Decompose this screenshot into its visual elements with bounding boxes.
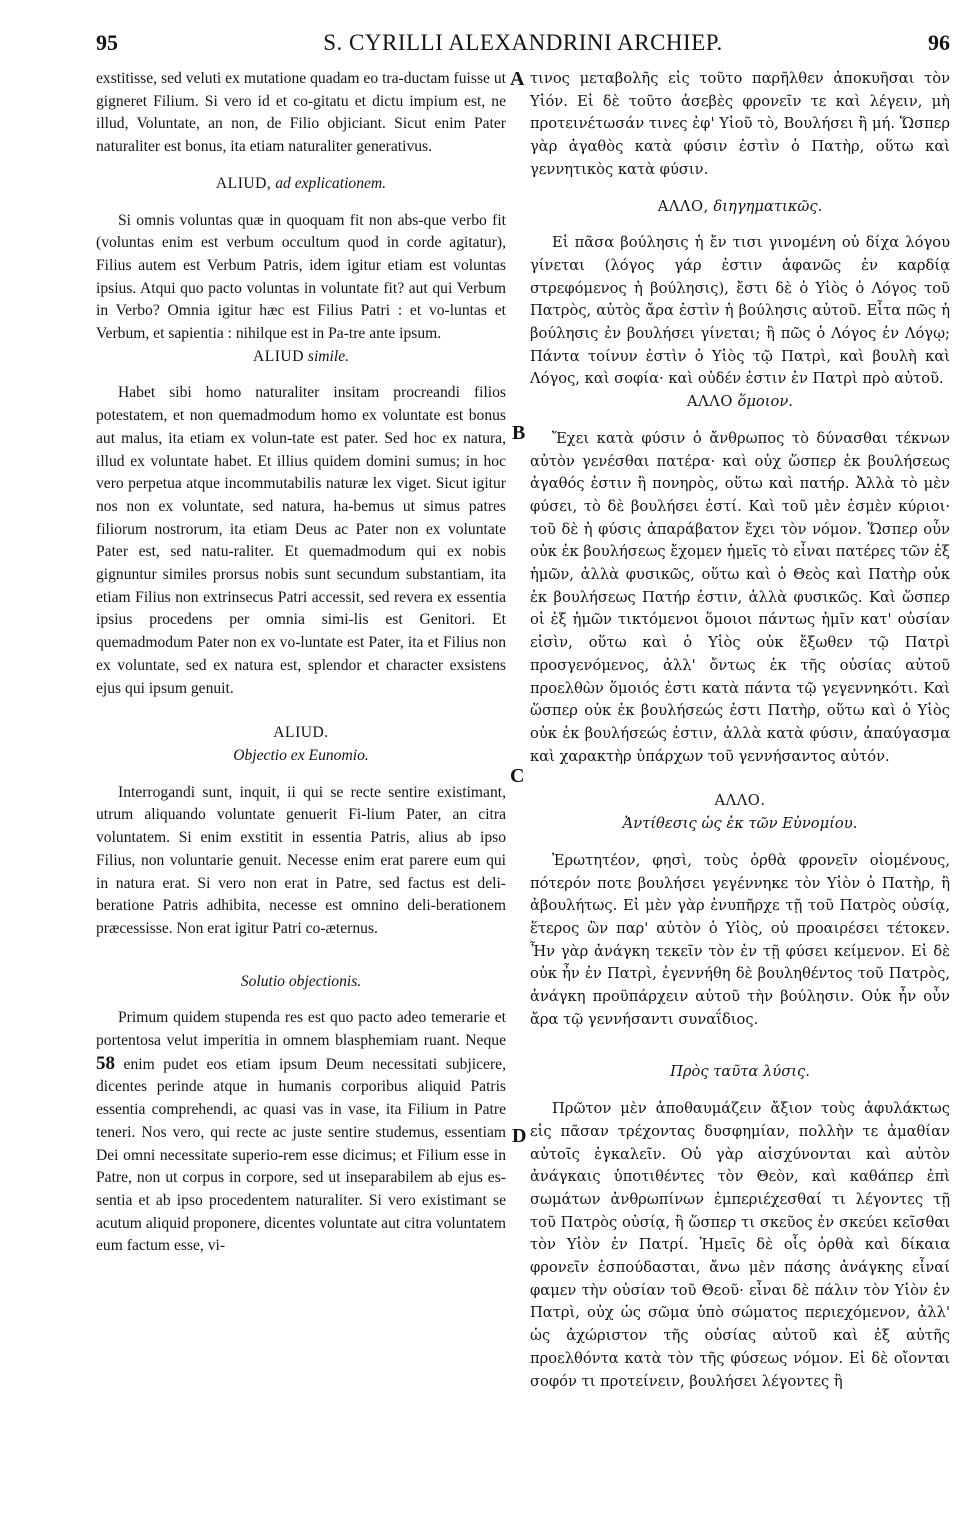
margin-letter-d: D xyxy=(512,1125,527,1147)
latin-paragraph: exstitisse, sed veluti ex mutatione quadam eo tra-ductam fuisse ut gigneret Filium. Si vero id et co-gitatu et dictu impium est, ne illud, Voluntate, an non, de Filio objiciant. Sicut enim Pater naturaliter est bonus, ita etiam naturaliter generativus. xyxy=(96,70,506,156)
section-heading xyxy=(96,971,506,994)
heading-caps: ALIUD, xyxy=(215,174,272,192)
latin-paragraph: Si omnis voluntas quæ in quoquam fit non abs-que verbo fit (voluntas enim est verbum occultum quod in corde agitatur), Filius autem est Verbum Patris, idem igitur etiam est voluntas ipsius. Atqui quo pacto voluntas in voluntate fit? aut qui Verbum in Verbo? Omnia igitur hæc est Filius Patri : et vo-luntas et Verbum, et sapientia : nihilque est in Pa-tre ante ipsum. xyxy=(96,211,506,343)
heading-italic: Πρὸς ταῦτα λύσις. xyxy=(670,1063,810,1081)
section-heading xyxy=(96,173,506,196)
heading-italic: simile. xyxy=(307,347,350,365)
latin-paragraph: Interrogandi sunt, inquit, ii qui se recte sentire existimant, utrum aliquando voluntate genuerit Fi-lium Pater, an citra voluntatem. Si enim exstitit in essentia Patris, alius ab ipso Filius, non voluntarie genuit. Necesse enim erat parere eum qui in natura erat. Si vero non erat in Patre, sed factus est deli-beratione Patris adhibita, necesse est omnino deli-berationem præcessisse. Non erat igitur Patri co-æternus. xyxy=(96,783,506,937)
greek-paragraph: Εἰ πᾶσα βούλησις ἡ ἔν τισι γινομένη οὐ δίχα λόγου γίνεται (λόγος γάρ ἐστιν ἀφανῶς ἐν καρδίᾳ στρεφόμενος ἡ βούλησις), ἔστι δὲ ὁ Υἱὸς ὁ Λόγος τοῦ Πατρὸς, αὐτὸς ἄρα ἐστὶν ἡ βούλησις αὐτοῦ. Εἶτα πῶς ἡ βούλησις ἐν βουλήσει γίνεται; ἢ πῶς ὁ Λόγος ἐν Λόγῳ; Πάντα τοίνυν ἐστὶν ὁ Υἱὸς τῷ Πατρὶ, καὶ βουλὴ καὶ Λόγος, καὶ σοφία· καὶ οὐδέν ἐστιν ἐν Πατρὶ πρὸ αὐτοῦ. xyxy=(530,234,950,388)
section-heading xyxy=(530,1061,950,1084)
margin-letter-a: A xyxy=(510,68,525,90)
greek-paragraph: Πρῶτον μὲν ἀποθαυμάζειν ἄξιον τοὺς ἀφυλάκτως εἰς πᾶσαν τρέχοντας δυσφημίαν, πολλὴν τε ἀμαθίαν αὐτοῖς ἐγκαλεῖν. Οὐ γὰρ αἰσχύνονται καὶ αὐτὸν ἀνάγκαις ὑποτιθέντες τὸν Θεὸν, καὶ καθάπερ ἐπὶ σωμάτων ἀνθρωπίνων ἐμπεριέχεσθαί τι λέγοντες τῇ τοῦ Πατρὸς οὐσίᾳ, ἢ ὥσπερ τι σκεῦος ἐν σκεύει κεῖσθαι τὸν Υἱὸν ἐν Πατρί. Ἡμεῖς δὲ οἷς ὀρθὰ καὶ δίκαια φρονεῖν ἐσπούδασται, ἄνω μὲν πάσης ἀνάγκης εἶναί φαμεν τὴν οὐσίαν τοῦ Θεοῦ· εἶναι δὲ πάλιν τὸν Υἱὸν ἐν Πατρὶ, οὐχ ὡς σῶμα ὑπὸ σώματος περιεχόμενον, ἀλλ' ὡς ἀχώριστον τῆς οὐσίας αὐτοῦ καὶ ἐξ αὐτῆς προελθόντα κατὰ τὸν τῆς φύσεως νόμον. Εἰ δὲ οἴονται σοφόν τι προτείνειν, βουλήσει λέγοντες ἢ xyxy=(530,1100,950,1390)
heading-caps: ΑΛΛΟ xyxy=(687,393,733,411)
heading-italic: Solutio objectionis. xyxy=(240,972,362,990)
latin-paragraph xyxy=(96,1007,506,1258)
heading-italic: Ἀντίθεσις ὡς ἐκ τῶν Εὐνομίου. xyxy=(622,815,858,833)
section-heading xyxy=(530,790,950,835)
text-run: enim pudet eos etiam ipsum Deum necessitati subjicere, dicentes perinde atque in humanis corporibus aliquid Patris essentia comprehendi, ac quasi vas in vase, ita Filium in Patre teneri. Nos vero, qui recte ac juste sentire studemus, essentiam Dei omni necessitate superio-rem esse dicimus; et Filium esse in Patre, non ut corpus in corpore, sed ut inseparabilem ab ejus es-sentia et ab ipso procedentem naturaliter. Si vero existimant se acutum aliquid proponere, dicentes voluntate aut citra voluntatem eum factum esse, vi- xyxy=(96,1055,506,1255)
page-number-right: 96 xyxy=(928,30,950,55)
greek-paragraph: τινος μεταβολῆς εἰς τοῦτο παρῆλθεν ἀποκυῆσαι τὸν Υἱόν. Εἰ δὲ τοῦτο ἀσεβὲς φρονεῖν τε καὶ λέγειν, μὴ προτεινέτωσάν τινες ἐφ' Υἱοῦ τὸ, Βουλήσει ἢ μή. Ὥσπερ γὰρ ἀγαθὸς κατὰ φύσιν ἐστὶν ὁ Πατὴρ, οὕτω καὶ γεννητικὸς κατὰ φύσιν. xyxy=(530,70,950,178)
heading-italic: ad explicationem. xyxy=(275,174,387,192)
section-heading xyxy=(530,196,950,219)
running-title: S. CYRILLI ALEXANDRINI ARCHIEP. xyxy=(323,30,723,55)
heading-caps: ΑΛΛΟ. xyxy=(714,792,766,810)
heading-caps: ALIUD. xyxy=(273,724,329,742)
margin-letter-b: B xyxy=(512,422,526,444)
section-heading xyxy=(96,722,506,767)
heading-caps: ΑΛΛΟ, xyxy=(657,197,709,215)
heading-italic: διηγηματικῶς. xyxy=(713,197,823,215)
latin-paragraph: Habet sibi homo naturaliter insitam procreandi filios potestatem, et non quemadmodum homo ex voluntate est bonus aut malus, ita etiam ex volun-tate est pater. Sed hoc ex natura, illud ex voluntate habet. Et illius quidem domini sumus; in hoc vero perpetua atque incommutabilis naturæ lex viget. Sicut igitur nos non ex voluntate, sed natura, ha-bemus ut simus patres filiorum nostrorum, ita etiam Deus ac Pater non ex voluntate Pater est, sed natu-raliter. Et quemadmodum qui ex nobis gignuntur similes prorsus nobis sunt secundum substantiam, ita etiam Filius non extrinsecus Patri accessit, sed revera ex essentia ipsius procedens per omnia simi-lis est Genitori. Et quemadmodum Pater non ex vo-luntate est Pater, ita et Filius non ex voluntate, sed ex natura est, splendor et character exsistens ejus qui ipsum genuit. xyxy=(96,384,506,697)
text-run: Primum quidem stupenda res est quo pacto adeo temerarie et portentosa velut imperitia in omnem blasphemiam ruant. Neque xyxy=(96,1009,506,1050)
greek-paragraph: Ἔχει κατὰ φύσιν ὁ ἄνθρωπος τὸ δύνασθαι τέκνων αὐτὸν γενέσθαι πατέρα· καὶ οὐχ ὥσπερ ἐκ βουλήσεως ἀγαθός ἐστιν ἢ πονηρὸς, οὕτω καὶ πατήρ. Ἀλλὰ τὸ μὲν φύσει, τὸ δὲ βουλήσει ἐστί. Καὶ τοῦ μὲν ἐσμὲν κύριοι· τοῦ δὲ ἡ φύσις ἀπαράβατον ἔχει τὸν νόμον. Ὥσπερ οὖν οὐκ ἐκ βουλήσεως ἔχομεν ἡμεῖς τὸ εἶναι πατέρες τῶν ἐξ ἡμῶν, ἀλλὰ φυσικῶς, οὕτω καὶ ὁ Θεὸς καὶ Πατὴρ οὐκ ἐκ βουλήσεως Πατήρ ἐστιν, ἀλλὰ φυσικῶς. Καὶ ὥσπερ οἱ ἐξ ἡμῶν τικτόμενοι ὅμοιοι πάντως ἡμῖν κατ' οὐσίαν εἰσὶν, οὕτω καὶ ὁ Υἱὸς οὐκ ἔξωθεν τῷ Πατρὶ προσγενόμενος, ἀλλ' ὄντως ἐκ τῆς οὐσίας αὐτοῦ προελθὼν ὅμοιός ἐστι κατὰ πάντα τῷ γεγεννηκότι. Καὶ ὥσπερ οὐκ ἐκ βουλήσεώς ἐστι Πατὴρ, οὕτω καὶ ὁ Υἱὸς οὐκ ἐκ βουλήσεώς ἐστιν, ἀλλὰ κατὰ φύσιν, ἀπαύγασμα καὶ χαρακτὴρ ὑπάρχων τοῦ γεννήσαντος αὐτόν. xyxy=(530,429,950,765)
heading-italic: Objectio ex Eunomio. xyxy=(233,746,369,764)
section-heading xyxy=(96,346,506,369)
greek-column xyxy=(530,68,950,1393)
heading-caps: ALIUD xyxy=(252,347,304,365)
heading-italic: ὅμοιον. xyxy=(737,393,793,411)
margin-letter-c: C xyxy=(510,765,525,787)
page-number-left: 95 xyxy=(96,30,118,55)
greek-paragraph: Ἐρωτητέον, φησὶ, τοὺς ὀρθὰ φρονεῖν οἰομένους, πότερόν ποτε βουλήσει γεγέννηκε τὸν Υἱὸν ὁ Πατὴρ, ἢ ἀβουλήτως. Εἰ μὲν γὰρ ἐνυπῆρχε τῇ τοῦ Πατρὸς οὐσίᾳ, ἕτερος ὢν παρ' αὐτὸν ὁ Υἱὸς, οὐ προαιρέσει τέτοκεν. Ἦν γὰρ ἀνάγκη τεκεῖν τὸν ἐν τῇ φύσει κείμενον. Εἰ δὲ οὐκ ἦν ἐν Πατρὶ, ἐγεννήθη δὲ βουληθέντος τοῦ Πατρὸς, ἀνάγκη προϋπάρχειν αὐτοῦ τὴν βούλησιν. Οὐκ ἦν οὖν ἄρα τῷ γεννήσαντι συναΐδιος. xyxy=(530,851,950,1028)
marginal-page-number: 58 xyxy=(96,1052,115,1074)
running-header xyxy=(96,30,950,66)
latin-column xyxy=(96,68,506,1258)
section-heading xyxy=(530,391,950,414)
